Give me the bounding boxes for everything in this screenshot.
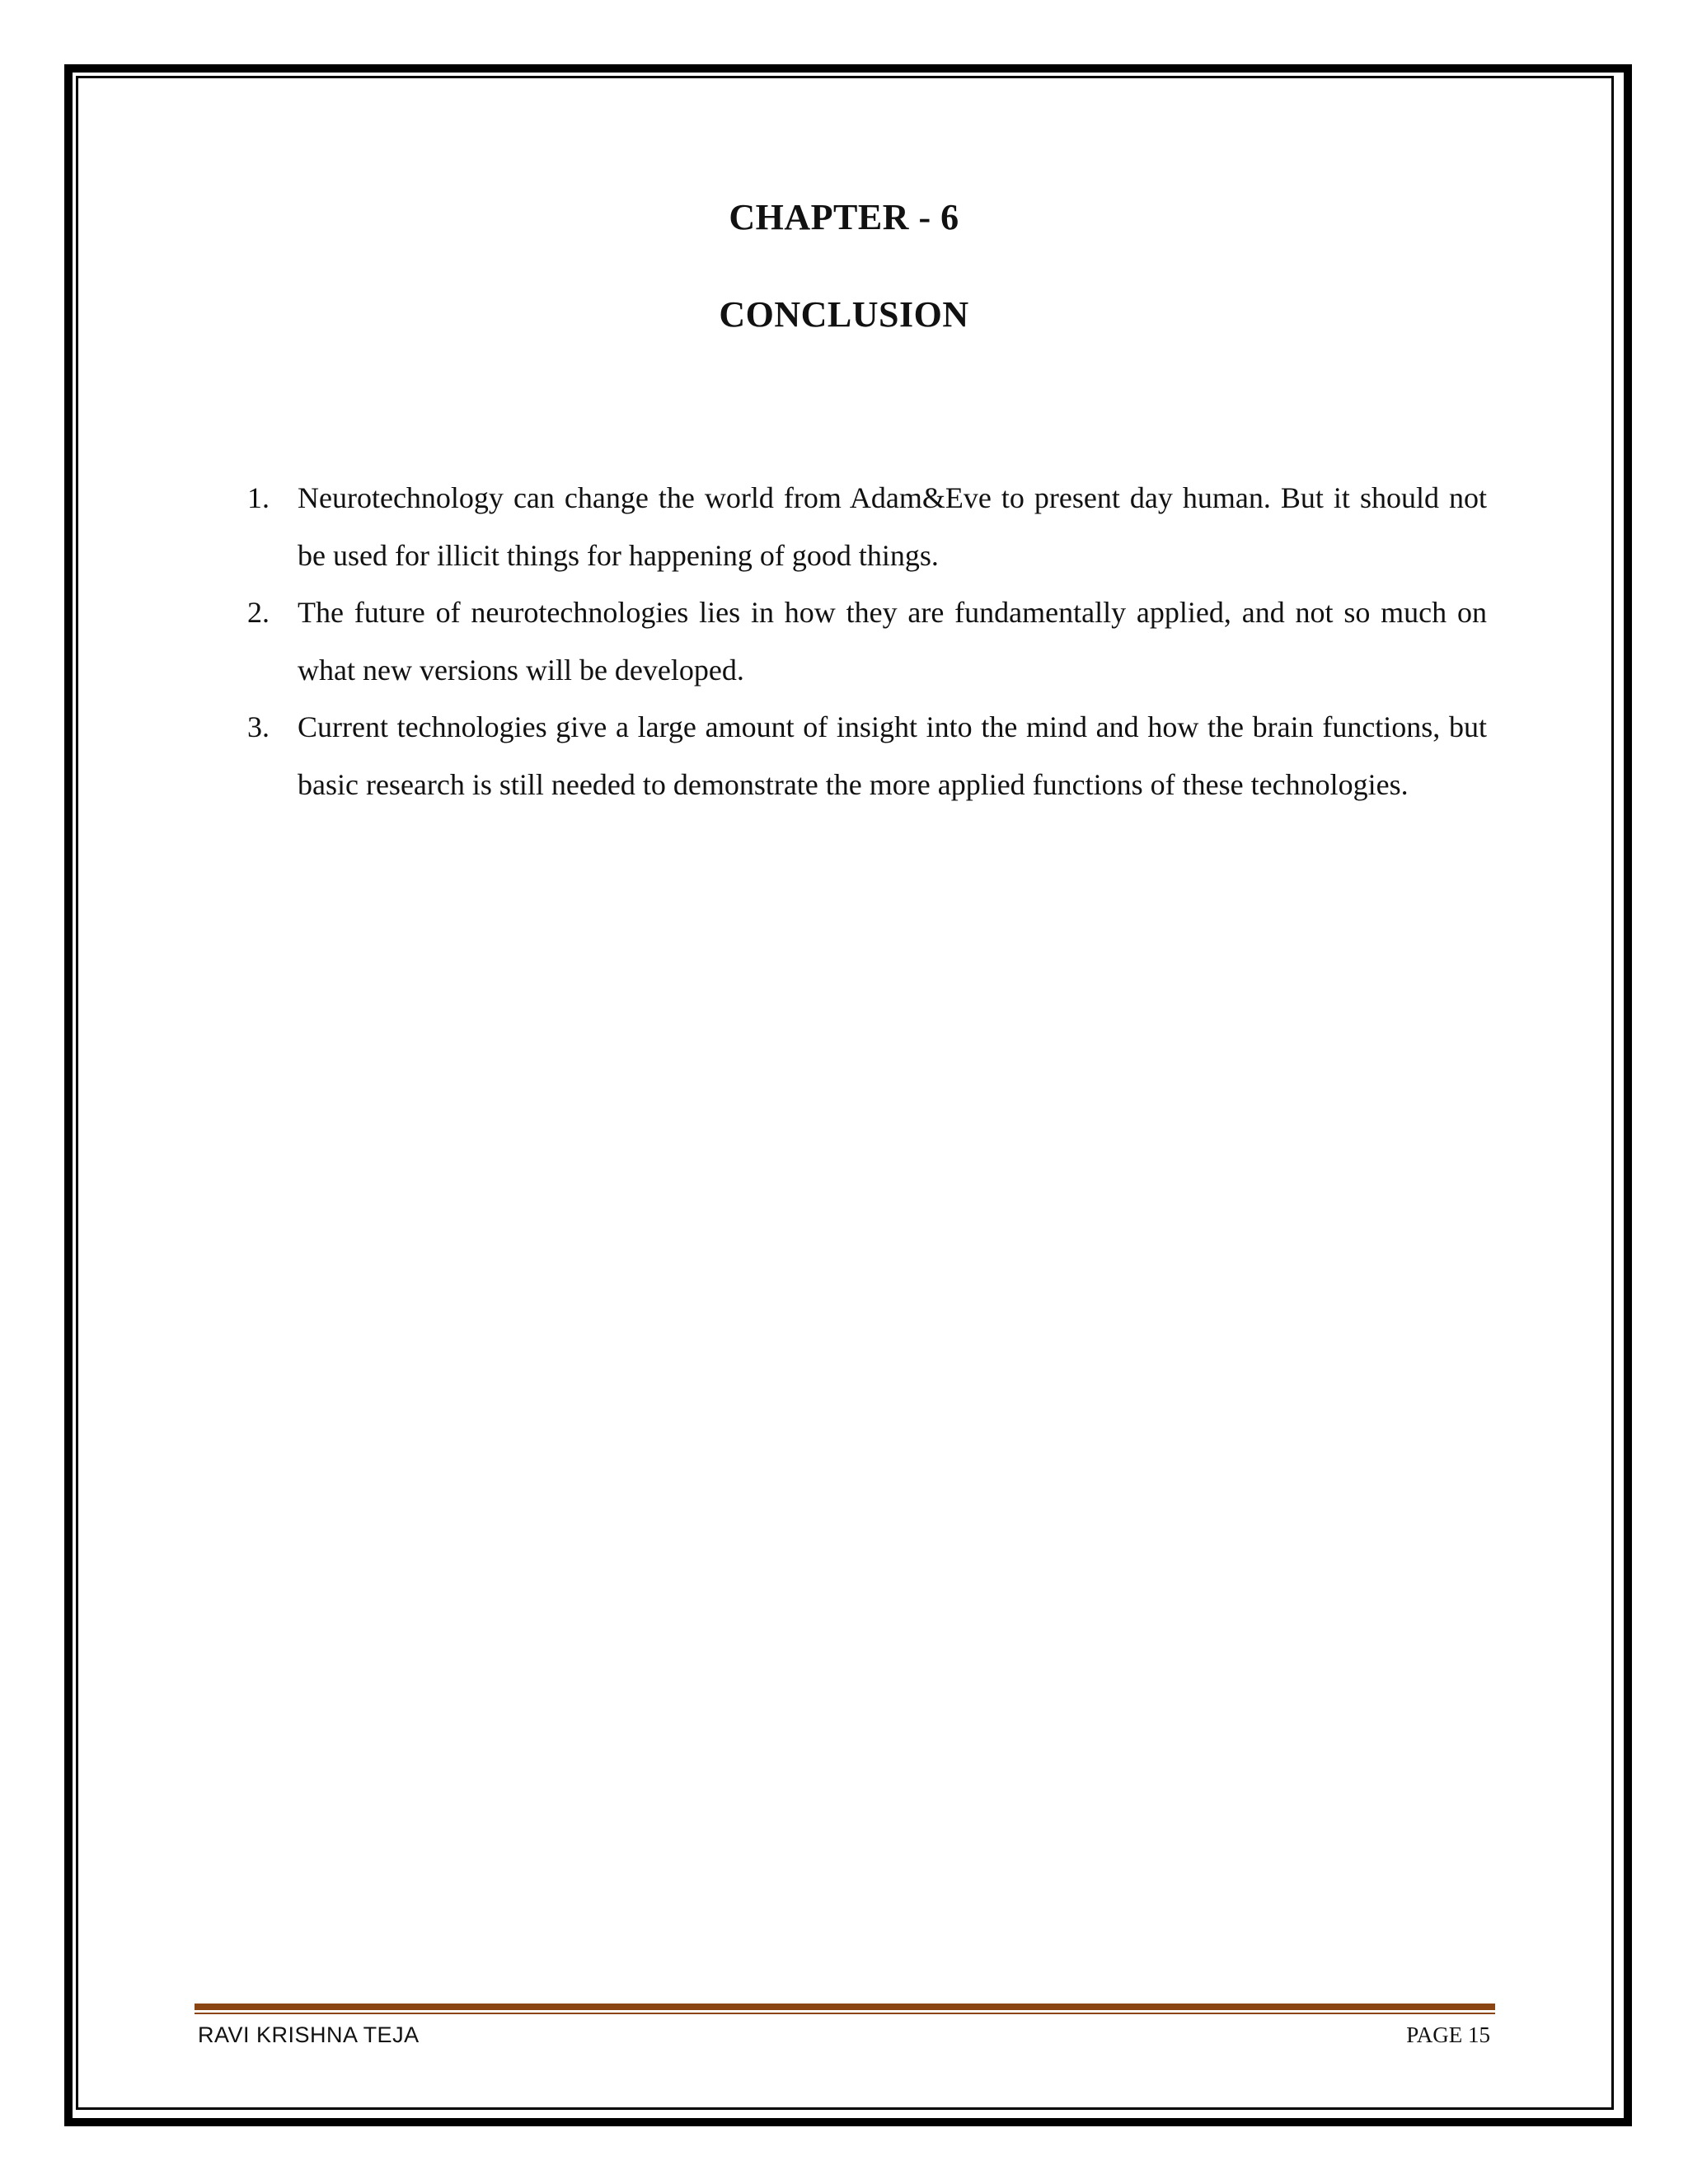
chapter-title: CHAPTER - 6 bbox=[729, 197, 959, 237]
conclusion-list bbox=[247, 470, 1487, 813]
list-item-number: 1. bbox=[247, 481, 270, 514]
page-border-inner bbox=[76, 76, 1614, 2110]
footer-rule-thick bbox=[195, 2004, 1495, 2010]
list-item-number: 3. bbox=[247, 710, 270, 743]
footer-author: RAVI KRISHNA TEJA bbox=[198, 2022, 420, 2047]
list-item-text: The future of neurotechnologies lies in how they are fundamentally applied, and not so much on what new versions will be developed. bbox=[298, 596, 1487, 687]
list-item bbox=[247, 470, 1487, 584]
list-item-text: Neurotechnology can change the world from Adam&Eve to present day human. But it should not be used for illicit things for happening of good things. bbox=[298, 481, 1487, 572]
list-item bbox=[247, 699, 1487, 813]
footer-page-number: PAGE 15 bbox=[1406, 2022, 1490, 2047]
list-item-number: 2. bbox=[247, 596, 270, 629]
footer-rule-thin bbox=[195, 2013, 1495, 2014]
list-item bbox=[247, 584, 1487, 699]
list-item-text: Current technologies give a large amount of insight into the mind and how the brain functions, but basic research is still needed to demonstrate the more applied functions of these technologies. bbox=[298, 710, 1487, 801]
section-title: CONCLUSION bbox=[719, 294, 969, 335]
